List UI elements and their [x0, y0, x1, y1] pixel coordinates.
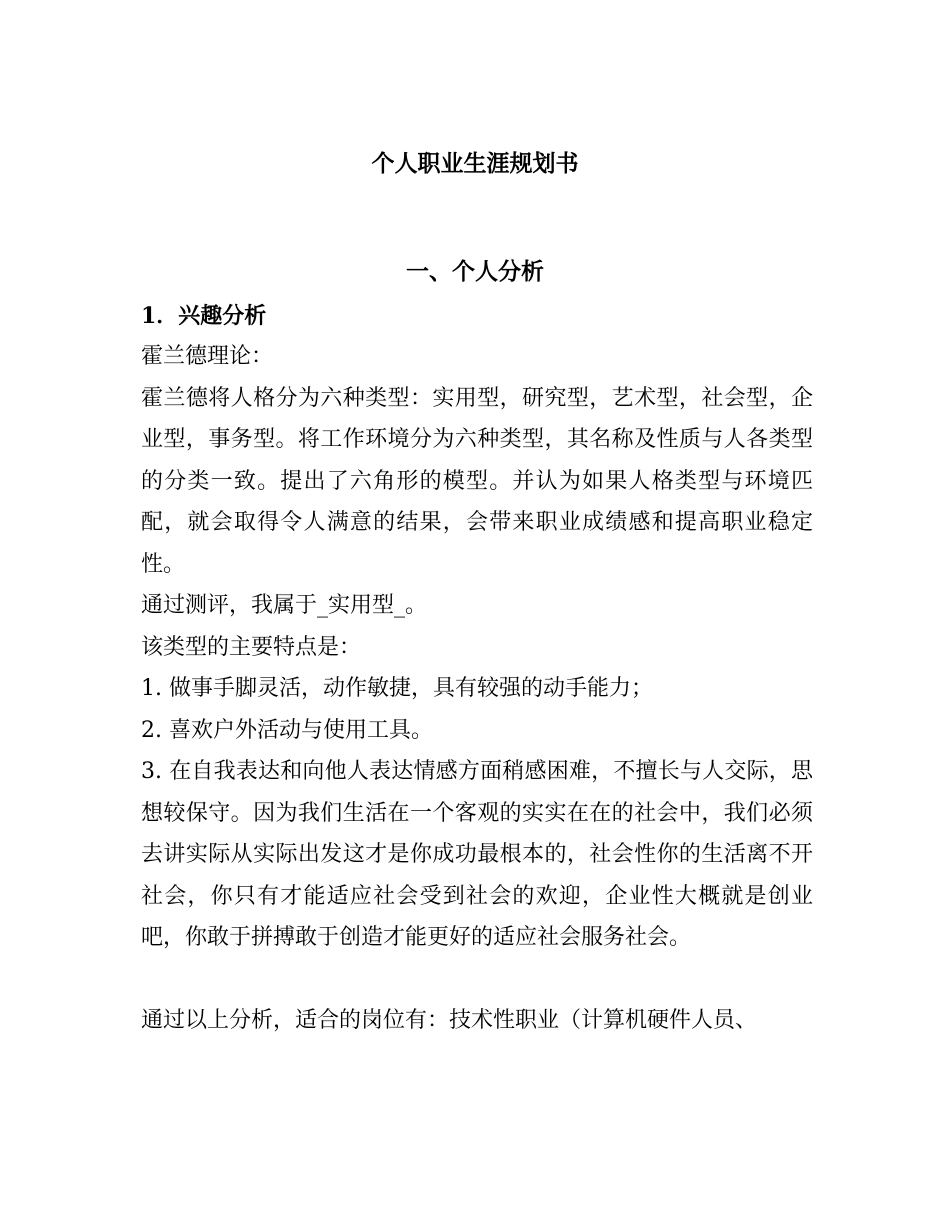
section-heading: 一、个人分析: [406, 258, 544, 285]
paragraph-holland-theory-label: 霍兰德理论：: [141, 344, 274, 369]
list-item-feature-1: 1. 做事手脚灵活，动作敏捷，具有较强的动手能力；: [141, 676, 653, 701]
paragraph-assessment-result: 通过测评，我属于_实用型_。: [141, 593, 428, 618]
paragraph-features-intro: 该类型的主要特点是：: [141, 634, 362, 660]
list-item-feature-3: 3. 在自我表达和向他人表达情感方面稍感困难，不擅长与人交际，思想较保守。因为我们生活在一个客观的实实在在的社会中，我们必须去讲实际从实际出发这才是你成功最根本的，社会性你的生活离不开社会，你只有才能适应社会受到社会的欢迎，企业性大概就是创业吧，你敢于拼搏敢于创造才能更好的适应社会服务社会。: [141, 759, 813, 950]
paragraph-suitable-positions: 通过以上分析，适合的岗位有：技术性职业（计算机硬件人员、: [141, 1008, 758, 1033]
subheading-interest-analysis: 1．兴趣分析: [141, 303, 267, 329]
list-item-feature-2: 2. 喜欢户外活动与使用工具。: [141, 717, 433, 743]
blank-line: [141, 959, 813, 1001]
document-body: [141, 296, 813, 1042]
paragraph-holland-theory: 霍兰德将人格分为六种类型：实用型，研究型，艺术型，社会型，企业型，事务型。将工作环境分为六种类型，其名称及性质与人各类型的分类一致。提出了六角形的模型。并认为如果人格类型与环境匹配，就会取得令人满意的结果，会带来职业成绩感和提高职业稳定性。: [141, 385, 813, 577]
document-title: 个人职业生涯规划书: [371, 150, 579, 177]
